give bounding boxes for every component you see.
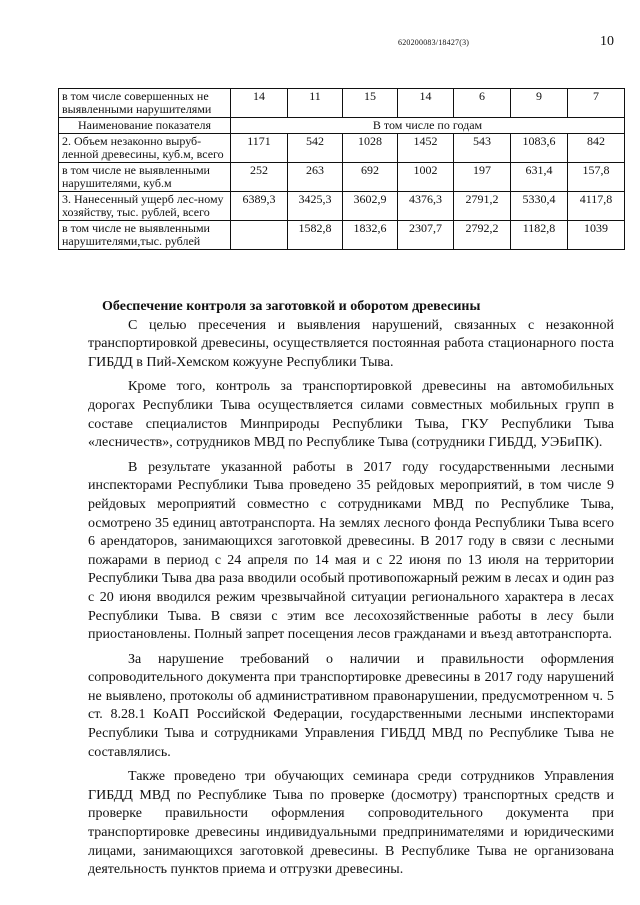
years-header: В том числе по годам (231, 118, 625, 134)
row-label: в том числе не выявленными нарушителями,тыс. рублей (59, 221, 231, 250)
table-row (59, 221, 625, 250)
table-cell: 5330,4 (511, 192, 568, 221)
table-cell: 252 (231, 163, 288, 192)
table-cell: 3602,9 (343, 192, 398, 221)
table-cell: 14 (231, 89, 288, 118)
table-cell: 6 (454, 89, 511, 118)
row-label: 2. Объем незаконно выруб-ленной древесины, куб.м, всего (59, 134, 231, 163)
table-row (59, 163, 625, 192)
table-cell: 4376,3 (398, 192, 454, 221)
table-cell (231, 221, 288, 250)
paragraph: В результате указанной работы в 2017 году государственными лесными инспекторами Республики Тыва проведено 35 рейдовых мероприятий, в том числе 9 рейдовых мероприятий совместно с сотрудниками МВД по Республике Тыва, осмотрено 35 единиц автотранспорта. На землях лесного фонда Республики Тыва всего 6 арендаторов, занимающихся заготовкой древесины. В 2017 году в связи с лесными пожарами в период с 24 апреля по 14 мая и с 22 июня по 13 июля на территории Республики Тыва два раза вводили особый противопожарный режим в лесах и один раз с 20 июня вводился режим чрезвычайной ситуации регионального характера в лесах Республики Тыва. В связи с этим все лесохозяйственные работы в лесу были приостановлены. Полный запрет посещения лесов гражданами и въезд автотранспорта. (88, 459, 614, 643)
table-cell: 11 (288, 89, 343, 118)
table-cell: 543 (454, 134, 511, 163)
paragraph: С целью пресечения и выявления нарушений, связанных с незаконной транспортировкой древесины, осуществляется постоянная работа стационарного поста ГИБДД в Пий-Хемском кожууне Республики Тыва. (88, 317, 614, 370)
table-cell: 9 (511, 89, 568, 118)
table-cell: 1171 (231, 134, 288, 163)
table-row (59, 89, 625, 118)
table-header-row (59, 118, 625, 134)
table-row (59, 192, 625, 221)
row-label: 3. Нанесенный ущерб лес-ному хозяйству, тыс. рублей, всего (59, 192, 231, 221)
row-label: в том числе совершенных не выявленными нарушителями (59, 89, 231, 118)
table-cell: 2307,7 (398, 221, 454, 250)
table-cell: 1582,8 (288, 221, 343, 250)
table-cell: 1002 (398, 163, 454, 192)
table-cell: 1083,6 (511, 134, 568, 163)
table-cell: 14 (398, 89, 454, 118)
document-id: 620200083/18427(3) (398, 38, 470, 47)
table-cell: 3425,3 (288, 192, 343, 221)
paragraph: Также проведено три обучающих семинара среди сотрудников Управления ГИБДД МВД по Республике Тыва по проверке (досмотру) транспортных средств и проверке правильности оформления сопроводительного документа при транспортировке древесины индивидуальными предпринимателями и юридическими лицами, занимающихся заготовкой древесины. В Республике Тыва не организована деятельность пунктов приема и отгрузки древесины. (88, 769, 614, 878)
table-cell: 1182,8 (511, 221, 568, 250)
table-cell: 1039 (568, 221, 625, 250)
section-heading: Обеспечение контроля за заготовкой и оборотом древесины (102, 299, 481, 314)
table-cell: 263 (288, 163, 343, 192)
document-body (88, 298, 614, 880)
paragraph: Кроме того, контроль за транспортировкой древесины на автомобильных дорогах Республики Тыва осуществляется силами совместных мобильных групп в составе специалистов Минприроды Республики Тыва, ГКУ Республики Тыва «лесничеств», сотрудников МВД по Республике Тыва (сотрудники ГИБДД, УЭБиПК). (88, 379, 614, 451)
table-cell: 542 (288, 134, 343, 163)
table-cell: 692 (343, 163, 398, 192)
table-cell: 842 (568, 134, 625, 163)
table-cell: 2792,2 (454, 221, 511, 250)
table-cell: 7 (568, 89, 625, 118)
table-cell: 1832,6 (343, 221, 398, 250)
table-cell: 15 (343, 89, 398, 118)
column-header: Наименование показателя (59, 118, 231, 134)
table-cell: 1028 (343, 134, 398, 163)
table-cell: 1452 (398, 134, 454, 163)
table-cell: 2791,2 (454, 192, 511, 221)
table-cell: 197 (454, 163, 511, 192)
table-cell: 157,8 (568, 163, 625, 192)
table-cell: 6389,3 (231, 192, 288, 221)
table-cell: 4117,8 (568, 192, 625, 221)
table-cell: 631,4 (511, 163, 568, 192)
table-row (59, 134, 625, 163)
row-label: в том числе не выявленными нарушителями, куб.м (59, 163, 231, 192)
paragraph: За нарушение требований о наличии и правильности оформления сопроводительного документа при транспортировке древесины в 2017 году нарушений не выявлено, протоколы об административном правонарушении, предусмотренном ч. 5 ст. 8.28.1 КоАП Российской Федерации, государственными лесными инспекторами Республики Тыва и сотрудниками Управления ГИБДД МВД по Республике Тыва не составлялись. (88, 651, 614, 760)
statistics-table (58, 88, 625, 250)
page-number: 10 (600, 34, 614, 49)
